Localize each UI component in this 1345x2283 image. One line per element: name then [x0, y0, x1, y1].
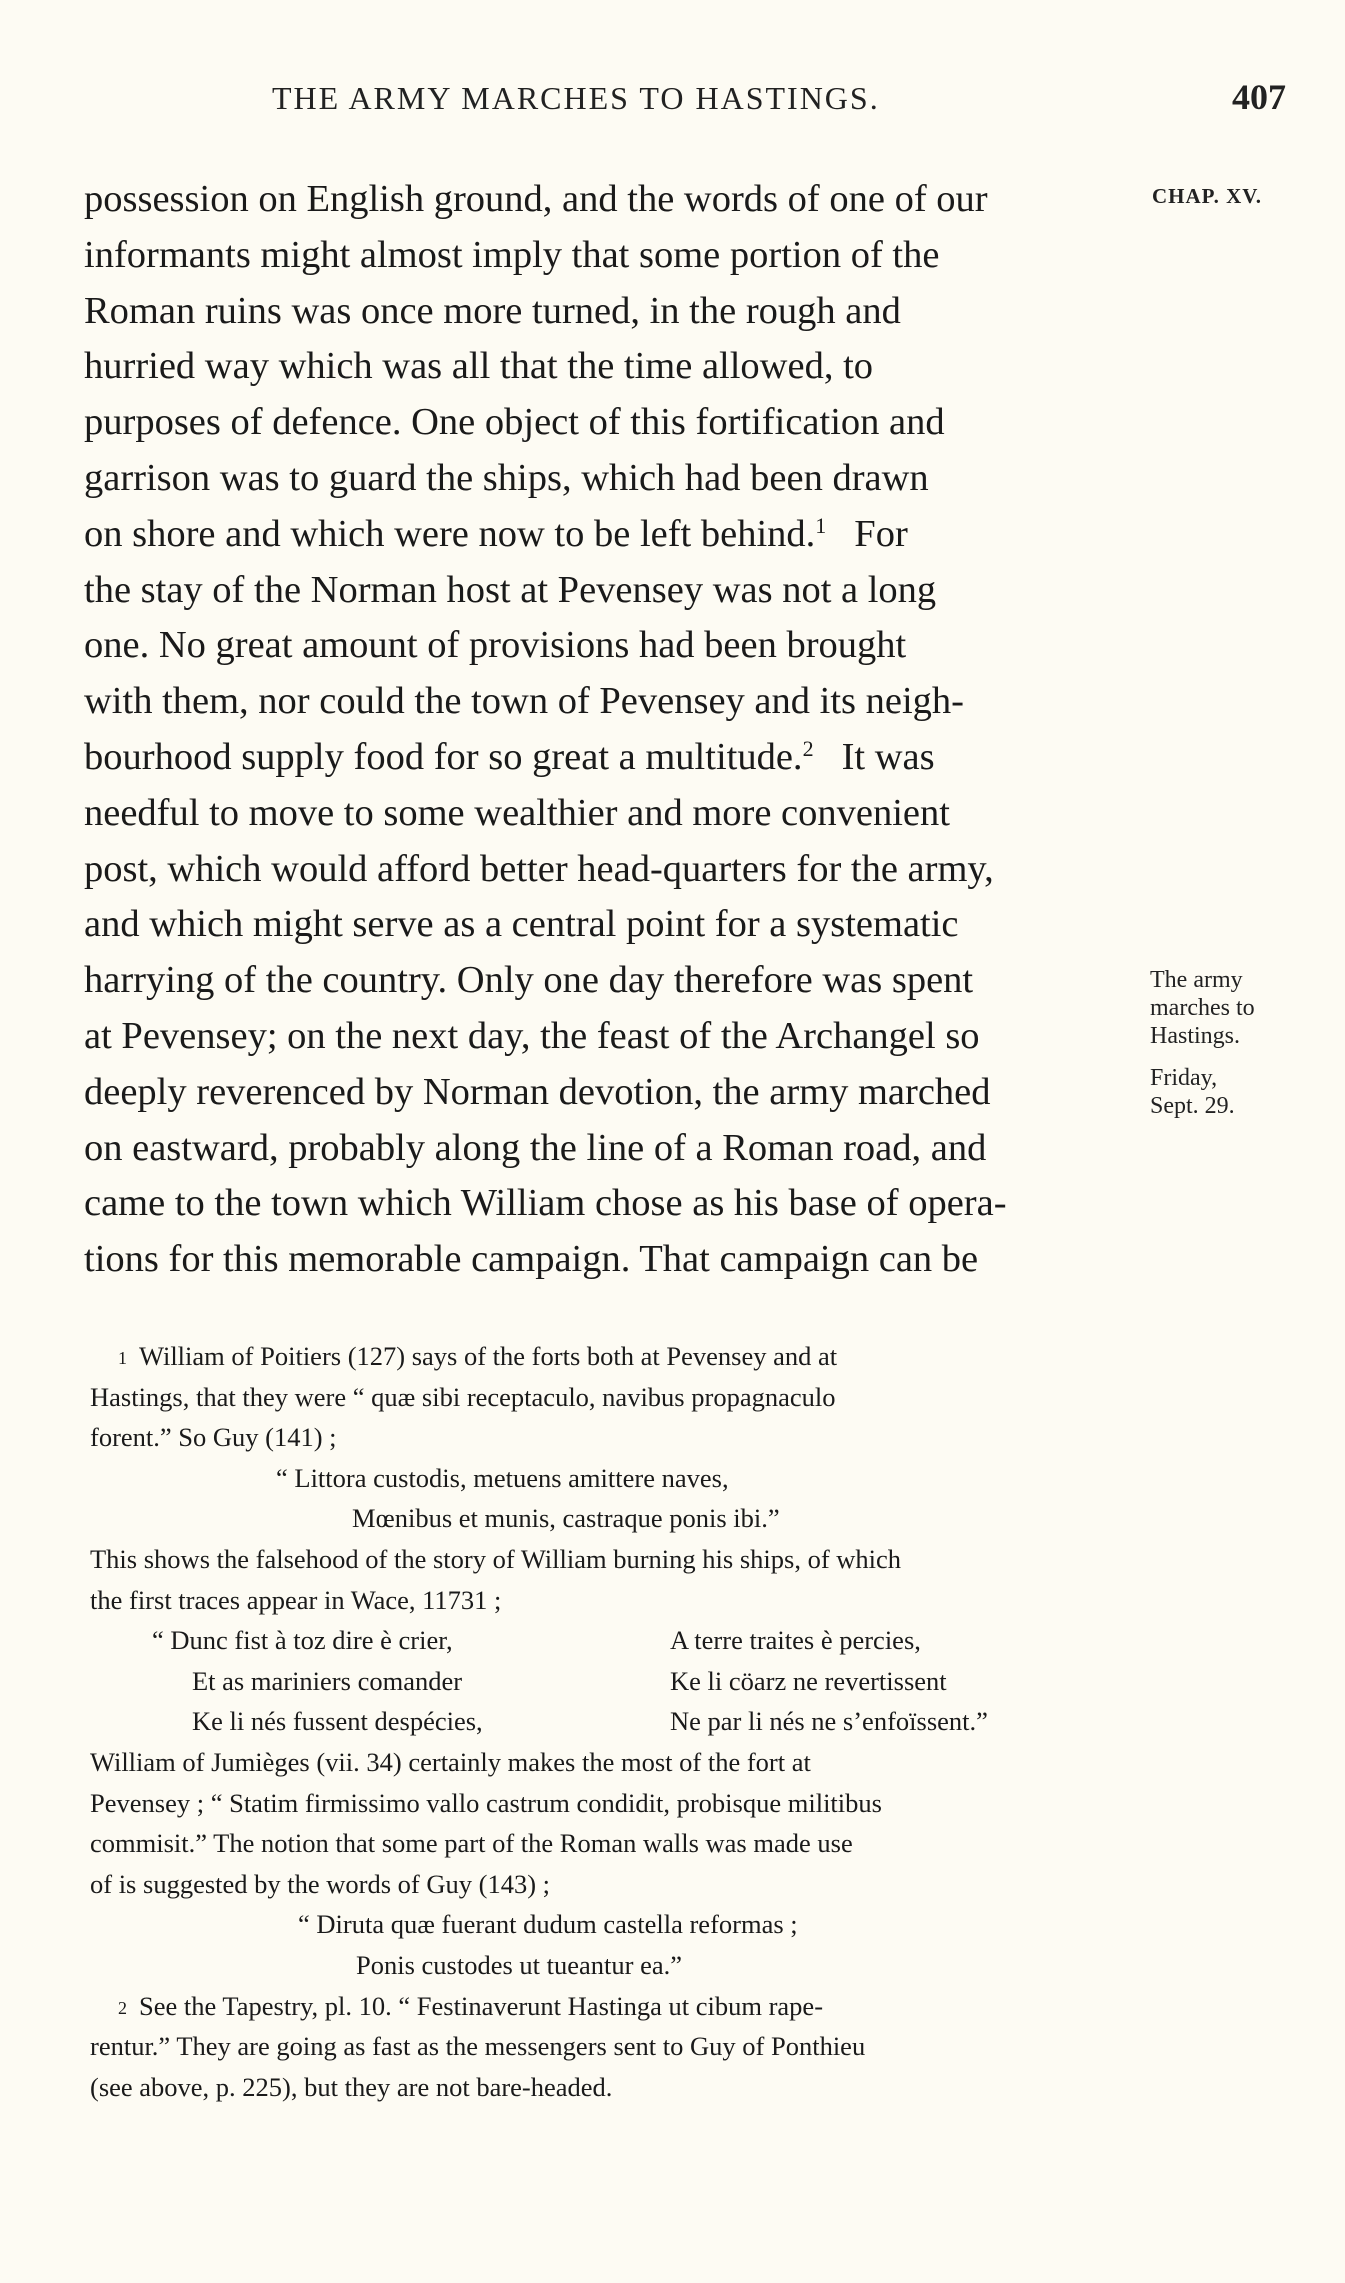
body-line: tions for this memorable campaign. That campaign can be [84, 1238, 979, 1281]
footnote-1-line: commisit.” The notion that some part of the Roman walls was made use [90, 1828, 853, 1859]
body-line-text: on shore and which were now to be left behind. [84, 512, 816, 555]
footnote-1-quote-line: Ponis custodes ut tueantur ea.” [356, 1949, 683, 1980]
footnote-1-line: of is suggested by the words of Guy (143) ; [90, 1868, 551, 1899]
verse-left: Et as mariniers comander [192, 1665, 463, 1696]
footnote-2-line: rentur.” They are going as fast as the messengers sent to Guy of Ponthieu [90, 2031, 866, 2062]
footnote-1-line: the first traces appear in Wace, 11731 ; [90, 1584, 502, 1615]
footnote-2-line [90, 1986, 1150, 2027]
sidenote-army-marches [1150, 966, 1255, 1050]
footnote-text: William of Poitiers (127) says of the forts both at Pevensey and at [139, 1341, 838, 1371]
verse-row [90, 1701, 1150, 1742]
footnote-1-line: This shows the falsehood of the story of William burning his ships, of which [90, 1543, 902, 1574]
body-text [84, 172, 1144, 1288]
body-line: deeply reverenced by Norman devotion, the army marched [84, 1070, 991, 1113]
footnote-1-line: Pevensey ; “ Statim firmissimo vallo castrum condidit, probisque militibus [90, 1787, 882, 1818]
verse-left: “ Dunc fist à toz dire è crier, [152, 1625, 453, 1656]
footnote-ref-1[interactable]: 1 [815, 512, 827, 538]
verse-right: A terre traites è percies, [670, 1625, 921, 1656]
body-line-tail: It was [841, 735, 935, 778]
body-line-text: bourhood supply food for so great a multitude. [84, 735, 803, 778]
verse-left: Ke li nés fussent despécies, [192, 1706, 483, 1737]
footnote-ref-2[interactable]: 2 [802, 735, 814, 761]
sidenote-chapter: CHAP. XV. [1152, 184, 1262, 208]
body-line: one. No great amount of provisions had been brought [84, 624, 907, 667]
body-line: post, which would afford better head-quarters for the army, [84, 847, 994, 890]
body-line: possession on English ground, and the words of one of our [84, 178, 988, 220]
footnote-1-line: Hastings, that they were “ quæ sibi receptaculo, navibus propagnaculo [90, 1381, 836, 1412]
body-line [84, 730, 1144, 786]
sidenote-line: Sept. 29. [1150, 1093, 1235, 1119]
footnote-1-line: William of Jumièges (vii. 34) certainly makes the most of the fort at [90, 1746, 811, 1777]
body-line: came to the town which William chose as his base of opera- [84, 1182, 1007, 1225]
running-head: THE ARMY MARCHES TO HASTINGS. [272, 80, 880, 116]
sidenote-line: Hastings. [1150, 1023, 1240, 1049]
body-line: with them, nor could the town of Pevensey and its neigh- [84, 680, 964, 723]
verse-row [90, 1620, 1150, 1661]
footnote-1-quote-line: Mœnibus et munis, castraque ponis ibi.” [352, 1503, 780, 1534]
footnote-1-quote-line: “ Littora custodis, metuens amittere naves, [276, 1462, 729, 1493]
sidenote-line: marches to [1150, 995, 1255, 1021]
footnote-text: See the Tapestry, pl. 10. “ Festinaverunt Hastinga ut cibum rape- [139, 1990, 824, 2021]
body-line: purposes of defence. One object of this fortification and [84, 401, 945, 444]
verse-right: Ne par li nés ne s’enfoïssent.” [670, 1706, 988, 1737]
footnote-1-line [90, 1336, 1150, 1377]
body-line: the stay of the Norman host at Pevensey was not a long [84, 568, 937, 611]
body-line: and which might serve as a central point for a systematic [84, 903, 959, 946]
footnote-2-mark: 2 [118, 1997, 127, 2018]
body-line: garrison was to guard the ships, which had been drawn [84, 456, 929, 499]
body-line: informants might almost imply that some portion of the [84, 233, 940, 276]
body-line: hurried way which was all that the time allowed, to [84, 345, 874, 388]
sidenote-line: Friday, [1150, 1065, 1218, 1091]
body-line: at Pevensey; on the next day, the feast of the Archangel so [84, 1014, 980, 1057]
body-line: harrying of the country. Only one day therefore was spent [84, 959, 974, 1002]
body-line-tail: For [854, 512, 908, 555]
sidenote-line: The army [1150, 967, 1243, 993]
footnote-1-mark: 1 [118, 1348, 127, 1368]
page-number: 407 [1232, 77, 1286, 117]
body-line [84, 507, 1144, 563]
verse-right: Ke li cöarz ne revertissent [670, 1665, 947, 1696]
sidenote-date [1150, 1064, 1235, 1120]
body-line: needful to move to some wealthier and more convenient [84, 791, 950, 834]
body-line: on eastward, probably along the line of a Roman road, and [84, 1126, 987, 1169]
verse-row [90, 1661, 1150, 1702]
footnotes [90, 1336, 1150, 2107]
footnote-2-line: (see above, p. 225), but they are not bare-headed. [90, 2071, 613, 2102]
footnote-1-quote-line: “ Diruta quæ fuerant dudum castella reformas ; [298, 1909, 798, 1940]
footnote-1-line: forent.” So Guy (141) ; [90, 1422, 337, 1453]
body-line: Roman ruins was once more turned, in the rough and [84, 289, 901, 332]
